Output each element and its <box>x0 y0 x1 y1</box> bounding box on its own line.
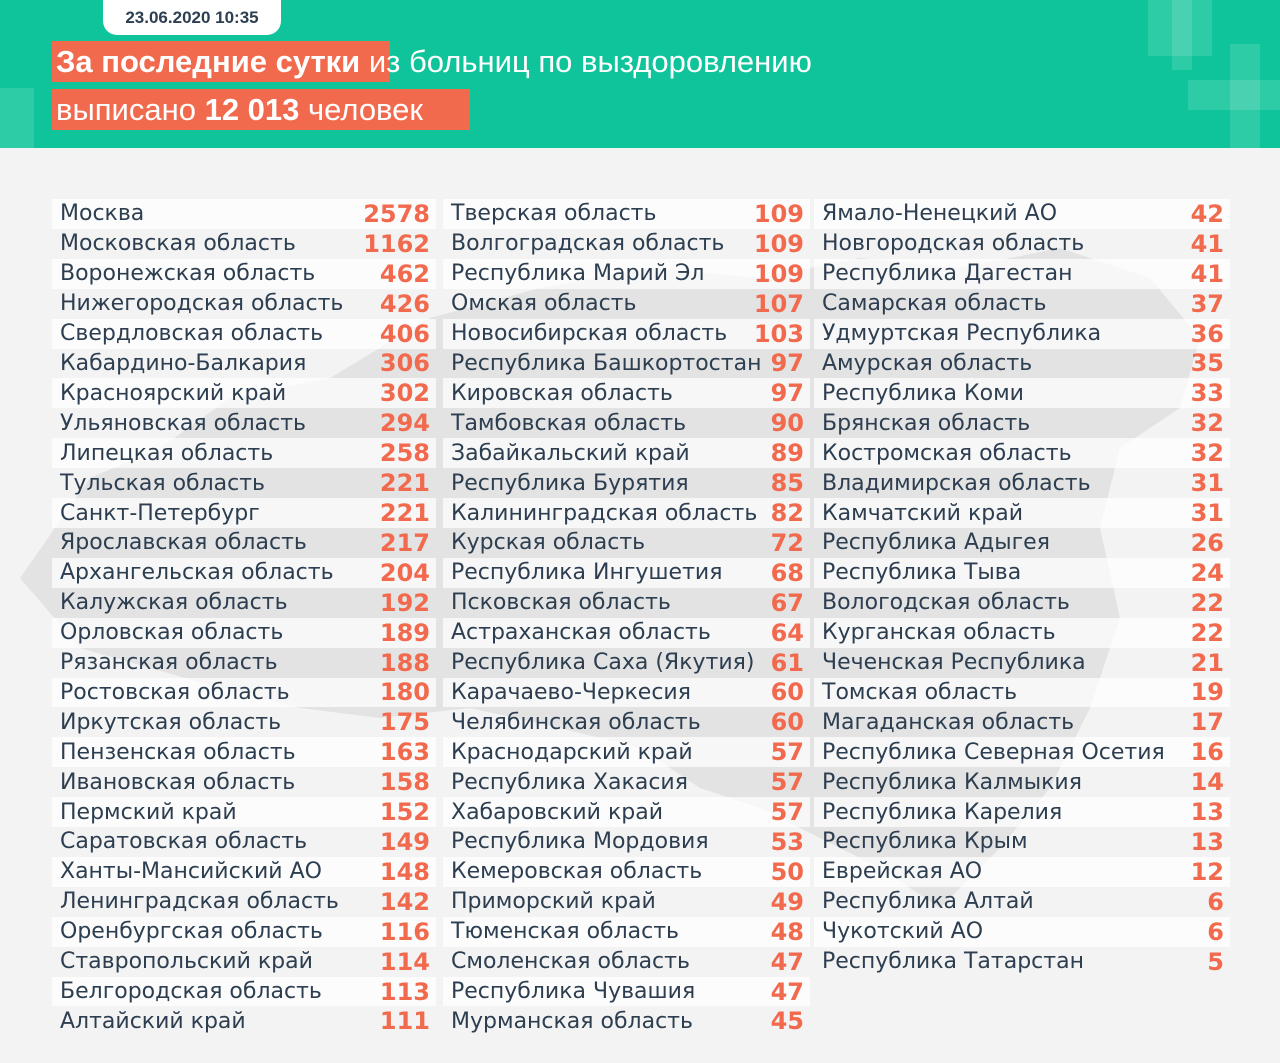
region-count: 14 <box>1190 768 1224 797</box>
region-name: Смоленская область <box>451 949 690 975</box>
region-count: 175 <box>379 708 430 737</box>
region-name: Тюменская область <box>451 919 680 945</box>
region-count: 406 <box>379 319 430 348</box>
region-row <box>443 349 810 379</box>
region-count: 50 <box>770 857 804 886</box>
region-name: Забайкальский край <box>451 440 690 466</box>
region-row <box>814 199 1230 229</box>
region-count: 158 <box>379 768 430 797</box>
region-row <box>52 199 436 229</box>
region-name: Камчатский край <box>822 500 1023 526</box>
region-name: Оренбургская область <box>60 919 323 945</box>
total-discharged-number: 12 013 <box>204 92 300 127</box>
region-name: Карачаево-Черкесия <box>451 679 691 705</box>
region-name: Саратовская область <box>60 829 308 855</box>
region-row <box>814 558 1230 588</box>
region-name: Омская область <box>451 291 637 317</box>
region-count: 32 <box>1190 439 1224 468</box>
region-count: 180 <box>379 678 430 707</box>
decorative-plus-shape <box>1230 44 1260 148</box>
region-name: Липецкая область <box>60 440 274 466</box>
region-row <box>443 737 810 767</box>
region-name: Ханты-Мансийский АО <box>60 859 322 885</box>
region-count: 22 <box>1190 588 1224 617</box>
title-rest-text: из больниц по выздоровлению <box>360 44 812 79</box>
region-name: Красноярский край <box>60 380 287 406</box>
region-name: Краснодарский край <box>451 739 693 765</box>
region-name: Калининградская область <box>451 500 758 526</box>
region-name: Республика Саха (Якутия) <box>451 650 755 676</box>
region-name: Орловская область <box>60 620 284 646</box>
region-name: Республика Ингушетия <box>451 560 723 586</box>
region-row <box>814 229 1230 259</box>
region-name: Астраханская область <box>451 620 711 646</box>
region-name: Ярославская область <box>60 530 307 556</box>
regions-column-3 <box>814 199 1230 977</box>
region-row <box>814 947 1230 977</box>
region-row <box>443 289 810 319</box>
region-row <box>443 707 810 737</box>
region-name: Пермский край <box>60 799 237 825</box>
region-count: 89 <box>770 439 804 468</box>
region-count: 31 <box>1190 499 1224 528</box>
region-count: 42 <box>1190 199 1224 228</box>
region-count: 13 <box>1190 798 1224 827</box>
region-name: Свердловская область <box>60 321 324 347</box>
header-banner <box>0 0 1280 148</box>
region-row <box>814 797 1230 827</box>
region-count: 152 <box>379 798 430 827</box>
region-name: Тамбовская область <box>451 410 687 436</box>
region-row <box>52 887 436 917</box>
region-row <box>52 827 436 857</box>
region-count: 163 <box>379 738 430 767</box>
region-name: Курганская область <box>822 620 1056 646</box>
region-count: 68 <box>770 558 804 587</box>
region-row <box>443 438 810 468</box>
region-row <box>443 857 810 887</box>
region-count: 47 <box>770 977 804 1006</box>
region-count: 90 <box>770 409 804 438</box>
region-count: 22 <box>1190 618 1224 647</box>
region-count: 61 <box>770 648 804 677</box>
region-count: 53 <box>770 827 804 856</box>
region-row <box>443 528 810 558</box>
region-count: 45 <box>770 1007 804 1036</box>
region-name: Хабаровский край <box>451 799 663 825</box>
region-count: 41 <box>1190 259 1224 288</box>
region-name: Приморский край <box>451 889 656 915</box>
region-row <box>443 917 810 947</box>
region-row <box>443 767 810 797</box>
region-name: Ростовская область <box>60 679 290 705</box>
region-row <box>52 797 436 827</box>
region-name: Самарская область <box>822 291 1047 317</box>
region-count: 57 <box>770 798 804 827</box>
region-row <box>814 917 1230 947</box>
region-count: 6 <box>1207 917 1224 946</box>
region-count: 13 <box>1190 827 1224 856</box>
region-name: Калужская область <box>60 590 288 616</box>
region-name: Алтайский край <box>60 1008 246 1034</box>
region-count: 5 <box>1207 947 1224 976</box>
region-count: 192 <box>379 588 430 617</box>
region-row <box>52 378 436 408</box>
region-name: Республика Калмыкия <box>822 769 1082 795</box>
region-row <box>52 229 436 259</box>
region-name: Республика Дагестан <box>822 261 1073 287</box>
region-row <box>814 468 1230 498</box>
region-name: Челябинская область <box>451 709 701 735</box>
region-row <box>814 648 1230 678</box>
region-count: 113 <box>379 977 430 1006</box>
region-name: Республика Крым <box>822 829 1028 855</box>
region-count: 103 <box>753 319 804 348</box>
region-count: 21 <box>1190 648 1224 677</box>
region-name: Республика Адыгея <box>822 530 1050 556</box>
title-line-2 <box>56 89 423 130</box>
region-name: Московская область <box>60 231 296 257</box>
region-name: Белгородская область <box>60 979 322 1005</box>
region-name: Санкт-Петербург <box>60 500 260 526</box>
region-name: Тульская область <box>60 470 266 496</box>
region-row <box>443 887 810 917</box>
region-name: Новосибирская область <box>451 321 728 347</box>
region-row <box>814 707 1230 737</box>
title-prefix-text: выписано <box>56 92 205 127</box>
region-row <box>443 678 810 708</box>
region-count: 49 <box>770 887 804 916</box>
region-count: 294 <box>379 409 430 438</box>
region-row <box>52 618 436 648</box>
region-name: Еврейская АО <box>822 859 983 885</box>
region-count: 36 <box>1190 319 1224 348</box>
region-count: 148 <box>379 857 430 886</box>
region-count: 426 <box>379 289 430 318</box>
region-count: 111 <box>379 1007 430 1036</box>
region-count: 32 <box>1190 409 1224 438</box>
region-row <box>814 827 1230 857</box>
region-row <box>443 1006 810 1036</box>
region-row <box>52 259 436 289</box>
region-row <box>443 648 810 678</box>
region-name: Республика Хакасия <box>451 769 688 795</box>
region-row <box>443 259 810 289</box>
title-suffix-text: человек <box>299 92 423 127</box>
region-name: Кабардино-Балкария <box>60 350 307 376</box>
region-count: 221 <box>379 469 430 498</box>
region-row <box>443 498 810 528</box>
region-name: Амурская область <box>822 350 1033 376</box>
region-count: 60 <box>770 678 804 707</box>
region-count: 1162 <box>363 229 430 258</box>
region-row <box>814 319 1230 349</box>
region-row <box>443 977 810 1007</box>
region-row <box>443 618 810 648</box>
region-row <box>443 229 810 259</box>
regions-column-1 <box>52 199 436 1036</box>
region-row <box>443 319 810 349</box>
region-name: Курская область <box>451 530 646 556</box>
region-name: Чеченская Республика <box>822 650 1086 676</box>
region-row <box>814 408 1230 438</box>
region-name: Республика Карелия <box>822 799 1063 825</box>
region-name: Нижегородская область <box>60 291 344 317</box>
region-row <box>52 678 436 708</box>
region-row <box>52 528 436 558</box>
region-row <box>443 558 810 588</box>
region-row <box>814 378 1230 408</box>
region-name: Ставропольский край <box>60 949 313 975</box>
region-row <box>52 588 436 618</box>
region-row <box>814 498 1230 528</box>
region-count: 72 <box>770 528 804 557</box>
region-row <box>814 678 1230 708</box>
region-count: 16 <box>1190 738 1224 767</box>
region-row <box>443 468 810 498</box>
region-name: Чукотский АО <box>822 919 984 945</box>
region-name: Республика Алтай <box>822 889 1034 915</box>
region-count: 41 <box>1190 229 1224 258</box>
region-name: Рязанская область <box>60 650 278 676</box>
region-name: Вологодская область <box>822 590 1070 616</box>
region-count: 204 <box>379 558 430 587</box>
region-count: 142 <box>379 887 430 916</box>
region-count: 31 <box>1190 469 1224 498</box>
region-count: 26 <box>1190 528 1224 557</box>
region-count: 60 <box>770 708 804 737</box>
region-count: 67 <box>770 588 804 617</box>
date-badge: 23.06.2020 10:35 <box>103 0 281 35</box>
region-row <box>52 1006 436 1036</box>
region-name: Москва <box>60 201 145 227</box>
region-count: 85 <box>770 469 804 498</box>
decorative-plus-shape <box>0 88 34 148</box>
region-row <box>814 588 1230 618</box>
region-row <box>52 468 436 498</box>
region-name: Тверская область <box>451 201 657 227</box>
region-count: 149 <box>379 827 430 856</box>
region-count: 109 <box>753 229 804 258</box>
region-row <box>52 289 436 319</box>
region-count: 47 <box>770 947 804 976</box>
region-name: Воронежская область <box>60 261 316 287</box>
region-name: Новгородская область <box>822 231 1085 257</box>
region-count: 109 <box>753 259 804 288</box>
region-row <box>443 947 810 977</box>
region-count: 258 <box>379 439 430 468</box>
region-name: Магаданская область <box>822 709 1075 735</box>
region-name: Республика Башкортостан <box>451 350 762 376</box>
region-row <box>52 349 436 379</box>
region-row <box>52 408 436 438</box>
region-count: 64 <box>770 618 804 647</box>
region-count: 97 <box>770 349 804 378</box>
region-count: 217 <box>379 528 430 557</box>
region-name: Иркутская область <box>60 709 282 735</box>
region-name: Республика Чувашия <box>451 979 696 1005</box>
region-count: 6 <box>1207 887 1224 916</box>
region-count: 48 <box>770 917 804 946</box>
region-name: Костромская область <box>822 440 1072 466</box>
region-row <box>814 618 1230 648</box>
region-name: Ямало-Ненецкий АО <box>822 201 1058 227</box>
region-row <box>443 378 810 408</box>
region-count: 24 <box>1190 558 1224 587</box>
region-row <box>52 917 436 947</box>
region-row <box>814 349 1230 379</box>
region-count: 116 <box>379 917 430 946</box>
region-name: Томская область <box>822 679 1018 705</box>
region-name: Ленинградская область <box>60 889 339 915</box>
region-row <box>52 558 436 588</box>
region-row <box>52 857 436 887</box>
region-row <box>814 289 1230 319</box>
region-name: Республика Тыва <box>822 560 1022 586</box>
region-name: Республика Коми <box>822 380 1024 406</box>
region-row <box>52 977 436 1007</box>
region-row <box>52 737 436 767</box>
region-count: 107 <box>753 289 804 318</box>
region-row <box>814 857 1230 887</box>
region-row <box>443 408 810 438</box>
region-name: Ульяновская область <box>60 410 307 436</box>
region-count: 188 <box>379 648 430 677</box>
region-name: Республика Бурятия <box>451 470 689 496</box>
region-name: Пензенская область <box>60 739 296 765</box>
region-count: 57 <box>770 768 804 797</box>
region-row <box>814 438 1230 468</box>
region-count: 97 <box>770 379 804 408</box>
region-name: Республика Марий Эл <box>451 261 705 287</box>
region-row <box>443 797 810 827</box>
region-count: 2578 <box>363 199 430 228</box>
region-count: 37 <box>1190 289 1224 318</box>
region-name: Ивановская область <box>60 769 296 795</box>
region-row <box>814 528 1230 558</box>
region-row <box>814 259 1230 289</box>
decorative-plus-shape <box>1172 0 1192 70</box>
region-row <box>52 648 436 678</box>
region-count: 17 <box>1190 708 1224 737</box>
region-name: Псковская область <box>451 590 671 616</box>
region-count: 35 <box>1190 349 1224 378</box>
region-count: 306 <box>379 349 430 378</box>
region-name: Владимирская область <box>822 470 1091 496</box>
region-count: 82 <box>770 499 804 528</box>
region-row <box>52 498 436 528</box>
region-count: 462 <box>379 259 430 288</box>
regions-column-2 <box>443 199 810 1036</box>
region-count: 57 <box>770 738 804 767</box>
region-name: Кировская область <box>451 380 673 406</box>
region-row <box>52 438 436 468</box>
region-count: 114 <box>379 947 430 976</box>
region-name: Мурманская область <box>451 1008 693 1034</box>
region-row <box>814 887 1230 917</box>
region-count: 19 <box>1190 678 1224 707</box>
region-name: Республика Мордовия <box>451 829 709 855</box>
region-count: 12 <box>1190 857 1224 886</box>
region-row <box>443 588 810 618</box>
region-name: Удмуртская Республика <box>822 321 1102 347</box>
region-row <box>52 947 436 977</box>
region-row <box>443 199 810 229</box>
title-line-1 <box>56 41 812 82</box>
region-name: Кемеровская область <box>451 859 703 885</box>
region-count: 33 <box>1190 379 1224 408</box>
region-count: 221 <box>379 499 430 528</box>
region-count: 189 <box>379 618 430 647</box>
region-row <box>814 767 1230 797</box>
region-name: Брянская область <box>822 410 1031 436</box>
region-row <box>52 319 436 349</box>
region-count: 109 <box>753 199 804 228</box>
title-highlight-text: За последние сутки <box>56 44 361 79</box>
region-row <box>52 767 436 797</box>
region-row <box>52 707 436 737</box>
region-name: Республика Татарстан <box>822 949 1084 975</box>
region-name: Архангельская область <box>60 560 334 586</box>
region-count: 302 <box>379 379 430 408</box>
region-row <box>443 827 810 857</box>
region-row <box>814 737 1230 767</box>
region-name: Республика Северная Осетия <box>822 739 1165 765</box>
region-name: Волгоградская область <box>451 231 725 257</box>
